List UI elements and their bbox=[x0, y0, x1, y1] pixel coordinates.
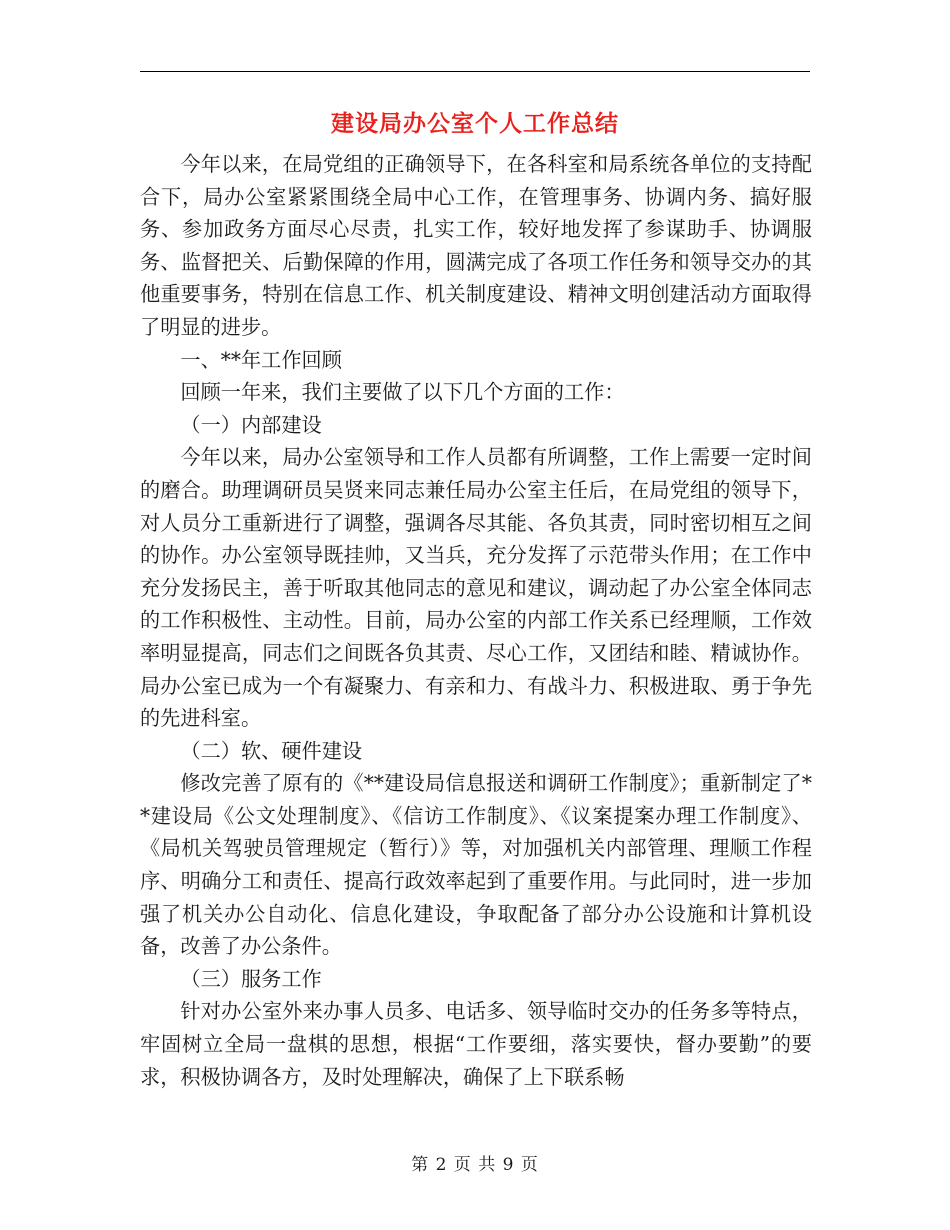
page-number-footer: 第 2 页 共 9 页 bbox=[411, 1155, 539, 1175]
document-body bbox=[140, 148, 812, 1093]
paragraph-internal: 今年以来，局办公室领导和工作人员都有所调整，工作上需要一定时间的磨合。助理调研员吴贤来同志兼任局办公室主任后，在局党组的领导下，对人员分工重新进行了调整，强调各尽其能、各负其责，同时密切相互之间的协作。办公室领导既挂帅，又当兵，充分发挥了示范带头作用；在工作中充分发扬民主，善于听取其他同志的意见和建议，调动起了办公室全体同志的工作积极性、主动性。目前，局办公室的内部工作关系已经理顺，工作效率明显提高，同志们之间既各负其责、尽心工作，又团结和睦、精诚协作。局办公室已成为一个有凝聚力、有亲和力、有战斗力、积极进取、勇于争先的先进科室。 bbox=[140, 445, 812, 731]
subsection-heading-service: （三）服务工作 bbox=[180, 966, 322, 991]
subsection-heading-infrastructure: （二）软、硬件建设 bbox=[180, 738, 363, 763]
paragraph-service: 针对办公室外来办事人员多、电话多、领导临时交办的任务多等特点，牢固树立全局一盘棋的思想，根据“工作要细，落实要快，督办要勤”的要求，积极协调各方，及时处理解决，确保了上下联系畅 bbox=[140, 999, 812, 1089]
paragraph-review-lead: 回顾一年来，我们主要做了以下几个方面的工作： bbox=[180, 380, 625, 405]
document-title: 建设局办公室个人工作总结 bbox=[331, 111, 619, 137]
subsection-heading-internal: （一）内部建设 bbox=[180, 412, 322, 437]
paragraph-infrastructure: 修改完善了原有的《**建设局信息报送和调研工作制度》；重新制定了**建设局《公文处理制度》、《信访工作制度》、《议案提案办理工作制度》、《局机关驾驶员管理规定（暂行）》等，对加强机关内部管理、理顺工作程序、明确分工和责任、提高行政效率起到了重要作用。与此同时，进一步加强了机关办公自动化、信息化建设，争取配备了部分办公设施和计算机设备，改善了办公条件。 bbox=[140, 771, 812, 959]
section-heading-review: 一、**年工作回顾 bbox=[180, 347, 342, 372]
header-rule bbox=[140, 71, 810, 72]
paragraph-intro: 今年以来，在局党组的正确领导下，在各科室和局系统各单位的支持配合下，局办公室紧紧围绕全局中心工作，在管理事务、协调内务、搞好服务、参加政务方面尽心尽责，扎实工作，较好地发挥了参谋助手、协调服务、监督把关、后勤保障的作用，圆满完成了各项工作任务和领导交办的其他重要事务，特别在信息工作、机关制度建设、精神文明创建活动方面取得了明显的进步。 bbox=[140, 152, 812, 339]
